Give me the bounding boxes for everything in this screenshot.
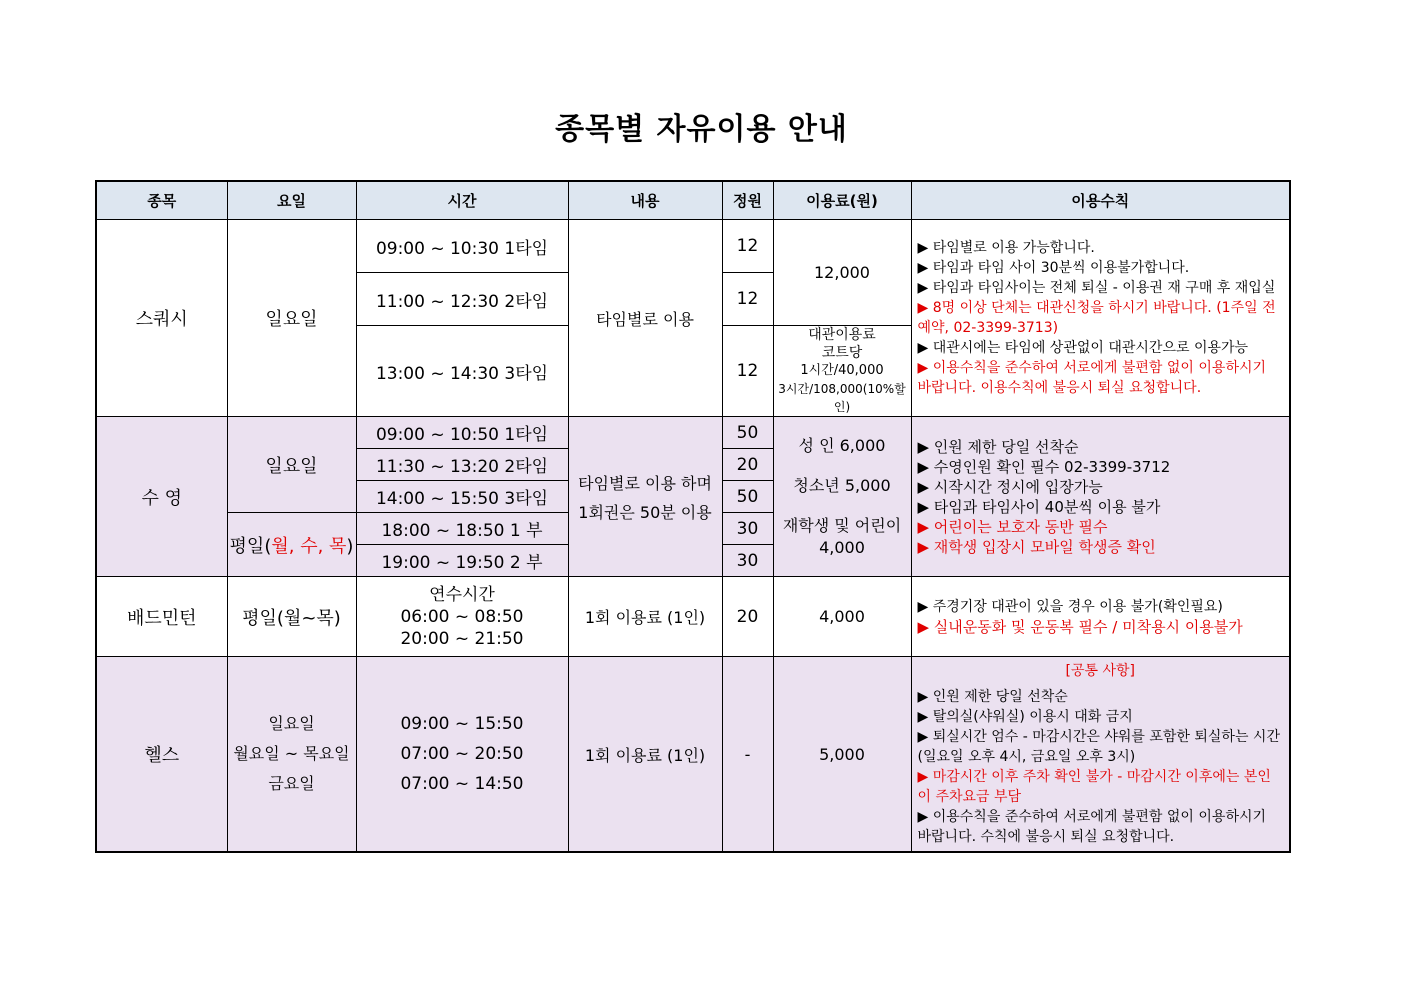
swim-fee-child-label: 재학생 및 어린이: [782, 515, 902, 535]
squash-capacity-1: 12: [722, 220, 773, 273]
swim-content-line-2: 1회권은 50분 이용: [578, 502, 712, 522]
health-name: 헬스: [96, 657, 227, 853]
header-time: 시간: [356, 181, 568, 220]
health-content: 1회 이용료 (1인): [568, 657, 722, 853]
swim-capacity-1: 50: [722, 417, 773, 449]
health-rule-1: ▶ 인원 제한 당일 선착순: [917, 689, 1068, 705]
squash-time-2: 11:00 ~ 12:30 2타임: [356, 273, 568, 326]
rental-fee-3h: 3시간/108,000(10%할인): [778, 382, 906, 414]
swim-rule-1: ▶ 인원 제한 당일 선착순: [917, 437, 1079, 456]
badminton-time-1: 06:00 ~ 08:50: [400, 606, 524, 627]
health-time-1: 09:00 ~ 15:50: [400, 714, 524, 734]
swim-name: 수 영: [96, 417, 227, 577]
badminton-name: 배드민턴: [96, 577, 227, 657]
squash-rule-4: ▶ 8명 이상 단체는 대관신청을 하시기 바랍니다. (1주일 전 예약, 02-3399-3713): [917, 300, 1276, 336]
page-title: 종목별 자유이용 안내: [555, 112, 848, 147]
swim-content-line-1: 타임별로 이용 하며: [578, 473, 712, 493]
swim-rule-5: ▶ 어린이는 보호자 동반 필수: [917, 517, 1108, 536]
swim-weekday-prefix: 평일(: [229, 535, 272, 557]
badminton-time: [356, 577, 568, 657]
badminton-rule-2: ▶ 실내운동화 및 운동복 필수 / 미착용시 이용불가: [917, 617, 1243, 636]
squash-rental-fee: [773, 326, 911, 417]
swim-time-4: 18:00 ~ 18:50 1 부: [356, 513, 568, 545]
badminton-row: [96, 577, 1290, 657]
header-day: 요일: [227, 181, 356, 220]
swim-time-2: 11:30 ~ 13:20 2타임: [356, 449, 568, 481]
swim-capacity-3: 50: [722, 481, 773, 513]
health-rule-4: ▶ 마감시간 이후 주차 확인 불가 - 마감시간 이후에는 본인이 주차요금 부담: [917, 769, 1271, 805]
header-sport: 종목: [96, 181, 227, 220]
swim-rules: [911, 417, 1290, 577]
header-capacity: 정원: [722, 181, 773, 220]
health-time-3: 07:00 ~ 14:50: [400, 774, 524, 794]
header-content: 내용: [568, 181, 722, 220]
health-time-2: 07:00 ~ 20:50: [400, 744, 524, 764]
squash-rule-6: ▶ 이용수칙을 준수하여 서로에게 불편함 없이 이용하시기 바랍니다. 이용수칙에 불응시 퇴실 요청합니다.: [917, 360, 1267, 396]
health-day-1: 일요일: [268, 714, 315, 733]
swim-time-3: 14:00 ~ 15:50 3타임: [356, 481, 568, 513]
health-rules-header: [공통 사항]: [1065, 663, 1135, 679]
health-rule-3: ▶ 퇴실시간 엄수 - 마감시간은 샤워를 포함한 퇴실하는 시간 (일요일 오후 4시, 금요일 오후 3시): [917, 729, 1280, 765]
squash-name: 스쿼시: [96, 220, 227, 417]
health-times: [356, 657, 568, 853]
health-day-2: 월요일 ~ 목요일: [233, 744, 350, 763]
badminton-time-label: 연수시간: [429, 584, 495, 605]
swim-fee-adult: 성 인 6,000: [798, 435, 886, 455]
swim-fee-child: 4,000: [819, 537, 865, 557]
header-rules: 이용수칙: [911, 181, 1290, 220]
swim-day-weekday: [227, 513, 356, 577]
squash-capacity-3: 12: [722, 326, 773, 417]
swim-time-5: 19:00 ~ 19:50 2 부: [356, 545, 568, 577]
squash-rule-3: ▶ 타임과 타임사이는 전체 퇴실 - 이용권 재 구매 후 재입실: [917, 280, 1276, 296]
swim-weekday-days: 월, 수, 목: [271, 535, 347, 557]
swim-capacity-5: 30: [722, 545, 773, 577]
squash-rule-2: ▶ 타임과 타임 사이 30분씩 이용불가합니다.: [917, 260, 1190, 276]
squash-rule-5: ▶ 대관시에는 타임에 상관없이 대관시간으로 이용가능: [917, 340, 1249, 356]
health-rule-2: ▶ 탈의실(샤워실) 이용시 대화 금지: [917, 709, 1133, 725]
badminton-rules: [911, 577, 1290, 657]
squash-fee: 12,000: [773, 220, 911, 326]
health-day-3: 금요일: [268, 774, 315, 793]
squash-time-3: 13:00 ~ 14:30 3타임: [356, 326, 568, 417]
badminton-time-2: 20:00 ~ 21:50: [400, 628, 524, 649]
swim-weekday-suffix: ): [346, 535, 354, 557]
squash-row-1: [96, 220, 1290, 273]
squash-rules: [911, 220, 1290, 417]
swim-row-1: [96, 417, 1290, 449]
health-capacity: -: [722, 657, 773, 853]
squash-content: 타임별로 이용: [568, 220, 722, 417]
squash-capacity-2: 12: [722, 273, 773, 326]
health-fee: 5,000: [773, 657, 911, 853]
swim-rule-4: ▶ 타임과 타임사이 40분씩 이용 불가: [917, 497, 1161, 516]
header-fee: 이용료(원): [773, 181, 911, 220]
rental-fee-label: 대관이용료: [808, 327, 876, 343]
swim-fee: [773, 417, 911, 577]
header-row: [96, 181, 1290, 220]
health-rule-5: ▶ 이용수칙을 준수하여 서로에게 불편함 없이 이용하시기 바랍니다. 수칙에 불응시 퇴실 요청합니다.: [917, 809, 1267, 845]
swim-day-sunday: 일요일: [227, 417, 356, 513]
swim-rule-3: ▶ 시작시간 정시에 입장가능: [917, 477, 1103, 496]
swim-fee-youth: 청소년 5,000: [793, 475, 891, 495]
badminton-fee: 4,000: [773, 577, 911, 657]
squash-time-1: 09:00 ~ 10:30 1타임: [356, 220, 568, 273]
badminton-content: 1회 이용료 (1인): [568, 577, 722, 657]
badminton-rule-1: ▶ 주경기장 대관이 있을 경우 이용 불가(확인필요): [917, 598, 1223, 615]
swim-rule-2: ▶ 수영인원 확인 필수 02-3399-3712: [917, 457, 1171, 476]
squash-day: 일요일: [227, 220, 356, 417]
swim-capacity-2: 20: [722, 449, 773, 481]
rental-fee-1h: 1시간/40,000: [800, 363, 884, 378]
facility-usage-table: [95, 180, 1291, 853]
swim-time-1: 09:00 ~ 10:50 1타임: [356, 417, 568, 449]
health-row: [96, 657, 1290, 853]
badminton-capacity: 20: [722, 577, 773, 657]
swim-capacity-4: 30: [722, 513, 773, 545]
badminton-day: 평일(월~목): [227, 577, 356, 657]
health-rules: [911, 657, 1290, 853]
swim-rule-6: ▶ 재학생 입장시 모바일 학생증 확인: [917, 537, 1156, 556]
squash-rule-1: ▶ 타임별로 이용 가능합니다.: [917, 240, 1095, 256]
health-days: [227, 657, 356, 853]
rental-fee-per-court: 코트당: [821, 345, 863, 361]
swim-content: [568, 417, 722, 577]
